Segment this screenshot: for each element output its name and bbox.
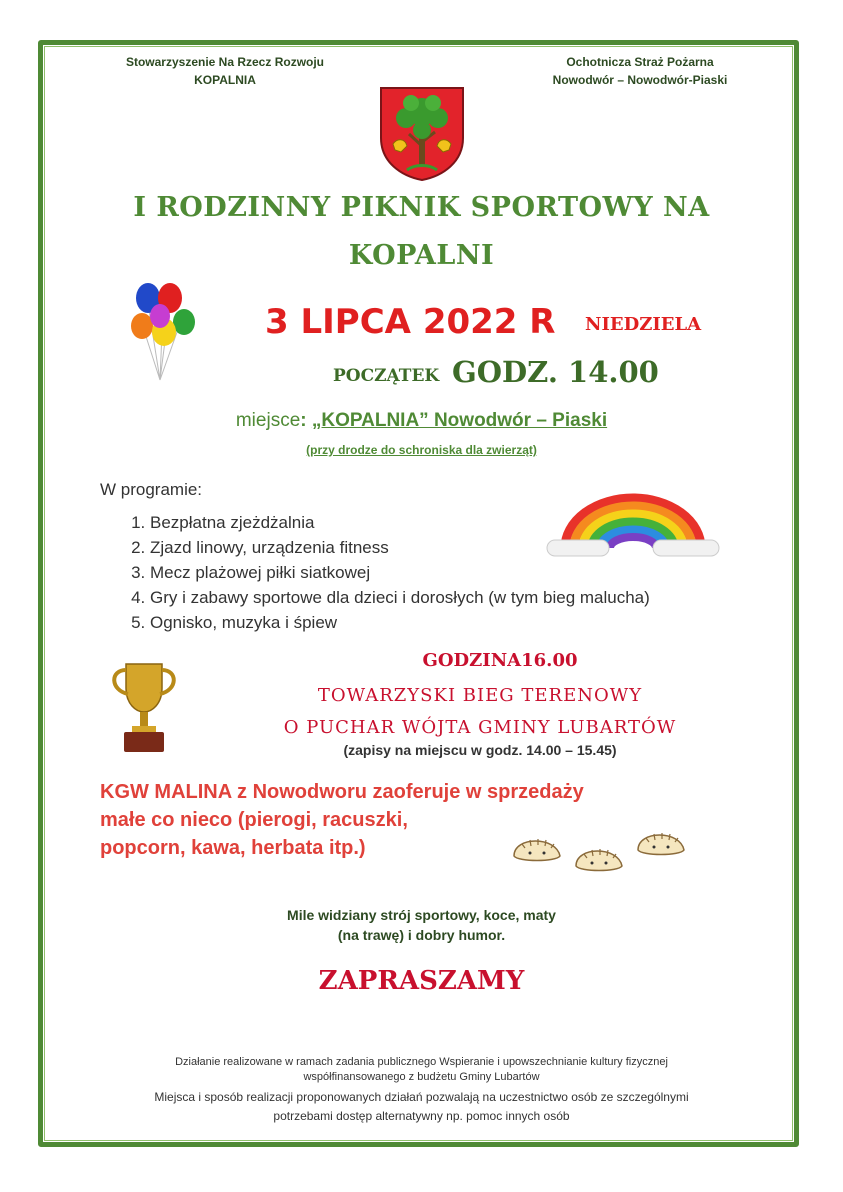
footer-line1: Działanie realizowane w ramach zadania publicznego Wspieranie i upowszechnianie kultury fizycznej <box>175 1056 668 1068</box>
footer-line3: Miejsca i sposób realizacji proponowanych działań pozwalają na uczestnictwo osób ze szczególnymi <box>154 1090 689 1104</box>
program-item: 3. Mecz plażowej piłki siatkowej <box>150 560 650 585</box>
place-colon: : <box>300 410 307 431</box>
organizer-right-line1: Ochotnicza Straż Pożarna <box>566 55 714 69</box>
kgw-line3: popcorn, kawa, herbata itp.) <box>100 837 366 859</box>
start-label: POCZĄTEK <box>333 366 440 386</box>
race-time: GODZINA16.00 <box>422 650 578 671</box>
place-value: „KOPALNIA” Nowodwór – Piaski <box>311 410 608 431</box>
program-item: 5. Ognisko, muzyka i śpiew <box>150 610 650 635</box>
dumpling-icon <box>638 833 684 855</box>
organizer-right <box>500 53 780 89</box>
trophy-icon <box>104 660 184 756</box>
dress-line2: (na trawę) i dobry humor. <box>337 927 506 943</box>
kgw-line2: małe co nieco (pierogi, racuszki, <box>100 809 408 831</box>
program-item: 4. Gry i zabawy sportowe dla dzieci i dorosłych (w tym bieg malucha) <box>150 585 650 610</box>
event-title-line1: I RODZINNY PIKNIK SPORTOWY NA <box>133 192 710 223</box>
footer-accessibility <box>80 1088 763 1126</box>
dress-line1: Mile widziany strój sportowy, koce, maty <box>287 907 556 923</box>
organizer-right-line2: Nowodwór – Nowodwór-Piaski <box>552 73 728 87</box>
organizer-left <box>70 53 380 89</box>
kgw-line1: KGW MALINA z Nowodworu zaoferuje w sprzedaży <box>100 781 584 803</box>
event-title-line2: KOPALNI <box>348 240 495 271</box>
event-day: NIEDZIELA <box>585 314 702 335</box>
event-place <box>60 410 783 432</box>
race-title-line1: TOWARZYSKI BIEG TERENOWY <box>317 685 643 706</box>
organizer-left-line2: KOPALNIA <box>194 73 256 87</box>
program-item: 1. Bezpłatna zjeżdżalnia <box>150 510 650 535</box>
start-time: GODZ. 14.00 <box>452 355 659 389</box>
rainbow-icon <box>545 492 721 560</box>
program-heading: W programie: <box>100 480 203 499</box>
dumplings-icon <box>510 822 690 874</box>
footer-line4: potrzebami dostęp alternatywny np. pomoc innych osób <box>273 1109 570 1123</box>
footer-funding <box>80 1055 763 1085</box>
place-label: miejsce <box>235 410 301 431</box>
invitation: ZAPRASZAMY <box>318 966 525 996</box>
dumpling-icon <box>514 839 560 861</box>
coat-of-arms-icon <box>379 86 465 182</box>
place-note: (przy drodze do schroniska dla zwierząt) <box>306 443 537 457</box>
event-date: 3 LIPCA 2022 R <box>265 302 556 342</box>
dumpling-icon <box>576 849 622 871</box>
race-title-line2: O PUCHAR WÓJTA GMINY LUBARTÓW <box>283 717 677 738</box>
dress-code <box>200 905 643 945</box>
footer-line2: współfinansowanego z budżetu Gminy Lubartów <box>303 1071 540 1083</box>
race-note: (zapisy na miejscu w godz. 14.00 – 15.45) <box>343 742 617 758</box>
balloons-icon <box>126 280 202 384</box>
program-item: 2. Zjazd linowy, urządzenia fitness <box>150 535 650 560</box>
organizer-left-line1: Stowarzyszenie Na Rzecz Rozwoju <box>125 55 325 69</box>
